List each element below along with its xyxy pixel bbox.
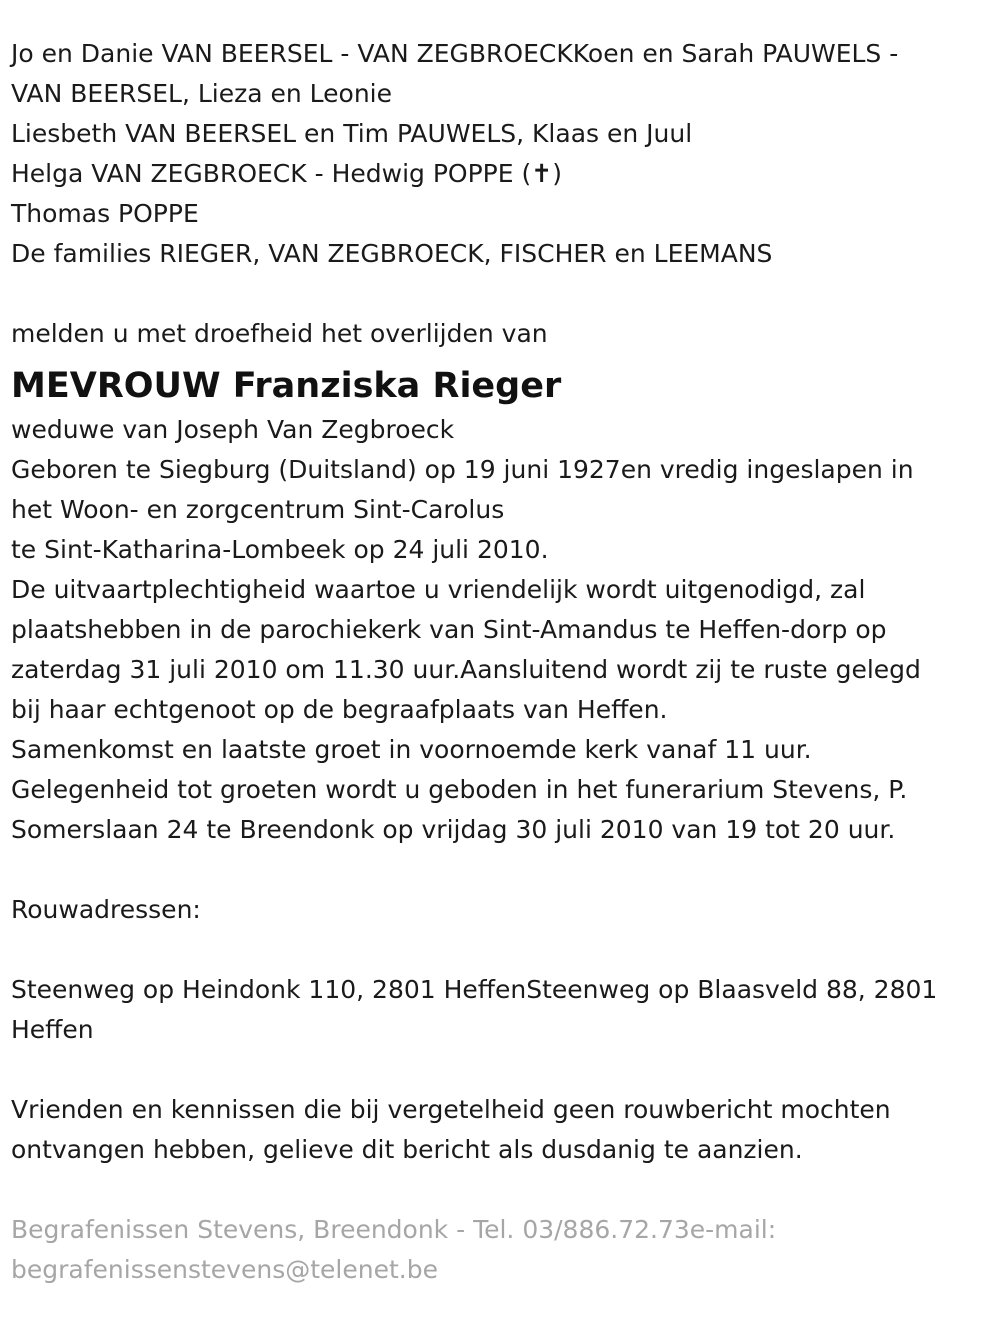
family-line-6: De families RIEGER, VAN ZEGBROECK, FISCHER en LEEMANS [11,239,773,268]
spacer [11,930,988,970]
details-line-6: zaterdag 31 juli 2010 om 11.30 uur.Aansluitend wordt zij te ruste gelegd [11,655,921,684]
addresses-heading: Rouwadressen: [11,895,201,924]
details-line-1: Geboren te Siegburg (Duitsland) op 19 juni 1927en vredig ingeslapen in [11,455,914,484]
footer-email-link[interactable]: begrafenissenstevens@telenet.be [11,1255,438,1284]
details-line-8: Samenkomst en laatste groet in voornoemde kerk vanaf 11 uur. [11,735,812,764]
details-line-10: Somerslaan 24 te Breendonk op vrijdag 30 juli 2010 van 19 tot 20 uur. [11,815,896,844]
closing-line-1: Vrienden en kennissen die bij vergetelheid geen rouwbericht mochten [11,1095,891,1124]
footer-line-1: Begrafenissen Stevens, Breendonk - Tel. 03/886.72.73e-mail: [11,1215,777,1244]
family-line-2: VAN BEERSEL, Lieza en Leonie [11,79,393,108]
funeral-home-footer [11,1210,988,1290]
deceased-name: MEVROUW Franziska Rieger [11,366,562,406]
spacer [11,274,988,314]
announcement-text: melden u met droefheid het overlijden van [11,319,548,348]
family-line-5: Thomas POPPE [11,199,199,228]
cross-icon: ✝ [531,159,553,188]
details-line-5: plaatshebben in de parochiekerk van Sint-Amandus te Heffen-dorp op [11,615,887,644]
details-line-2: het Woon- en zorgcentrum Sint-Carolus [11,495,505,524]
address-line-1: Steenweg op Heindonk 110, 2801 HeffenSteenweg op Blaasveld 88, 2801 [11,975,938,1004]
details-line-3: te Sint-Katharina-Lombeek op 24 juli 2010. [11,535,549,564]
closing-block [11,1090,988,1170]
family-line-1: Jo en Danie VAN BEERSEL - VAN ZEGBROECKKoen en Sarah PAUWELS - [11,39,899,68]
details-line-4: De uitvaartplechtigheid waartoe u vriendelijk wordt uitgenodigd, zal [11,575,866,604]
details-line-7: bij haar echtgenoot op de begraafplaats van Heffen. [11,695,668,724]
details-block [11,410,988,850]
address-line-2: Heffen [11,1015,94,1044]
family-line-4-text: Helga VAN ZEGBROECK - Hedwig POPPE ( [11,159,532,188]
families-block [11,34,988,274]
family-line-3: Liesbeth VAN BEERSEL en Tim PAUWELS, Klaas en Juul [11,119,693,148]
spacer [11,850,988,890]
spacer [11,1170,988,1210]
details-line-9: Gelegenheid tot groeten wordt u geboden in het funerarium Stevens, P. [11,775,908,804]
addresses-block [11,970,988,1050]
family-line-4 [11,154,988,194]
closing-line-2: ontvangen hebben, gelieve dit bericht als dusdanig te aanzien. [11,1135,803,1164]
family-line-4-close: ) [552,159,562,188]
spacer [11,1050,988,1090]
widow-of-line: weduwe van Joseph Van Zegbroeck [11,415,455,444]
